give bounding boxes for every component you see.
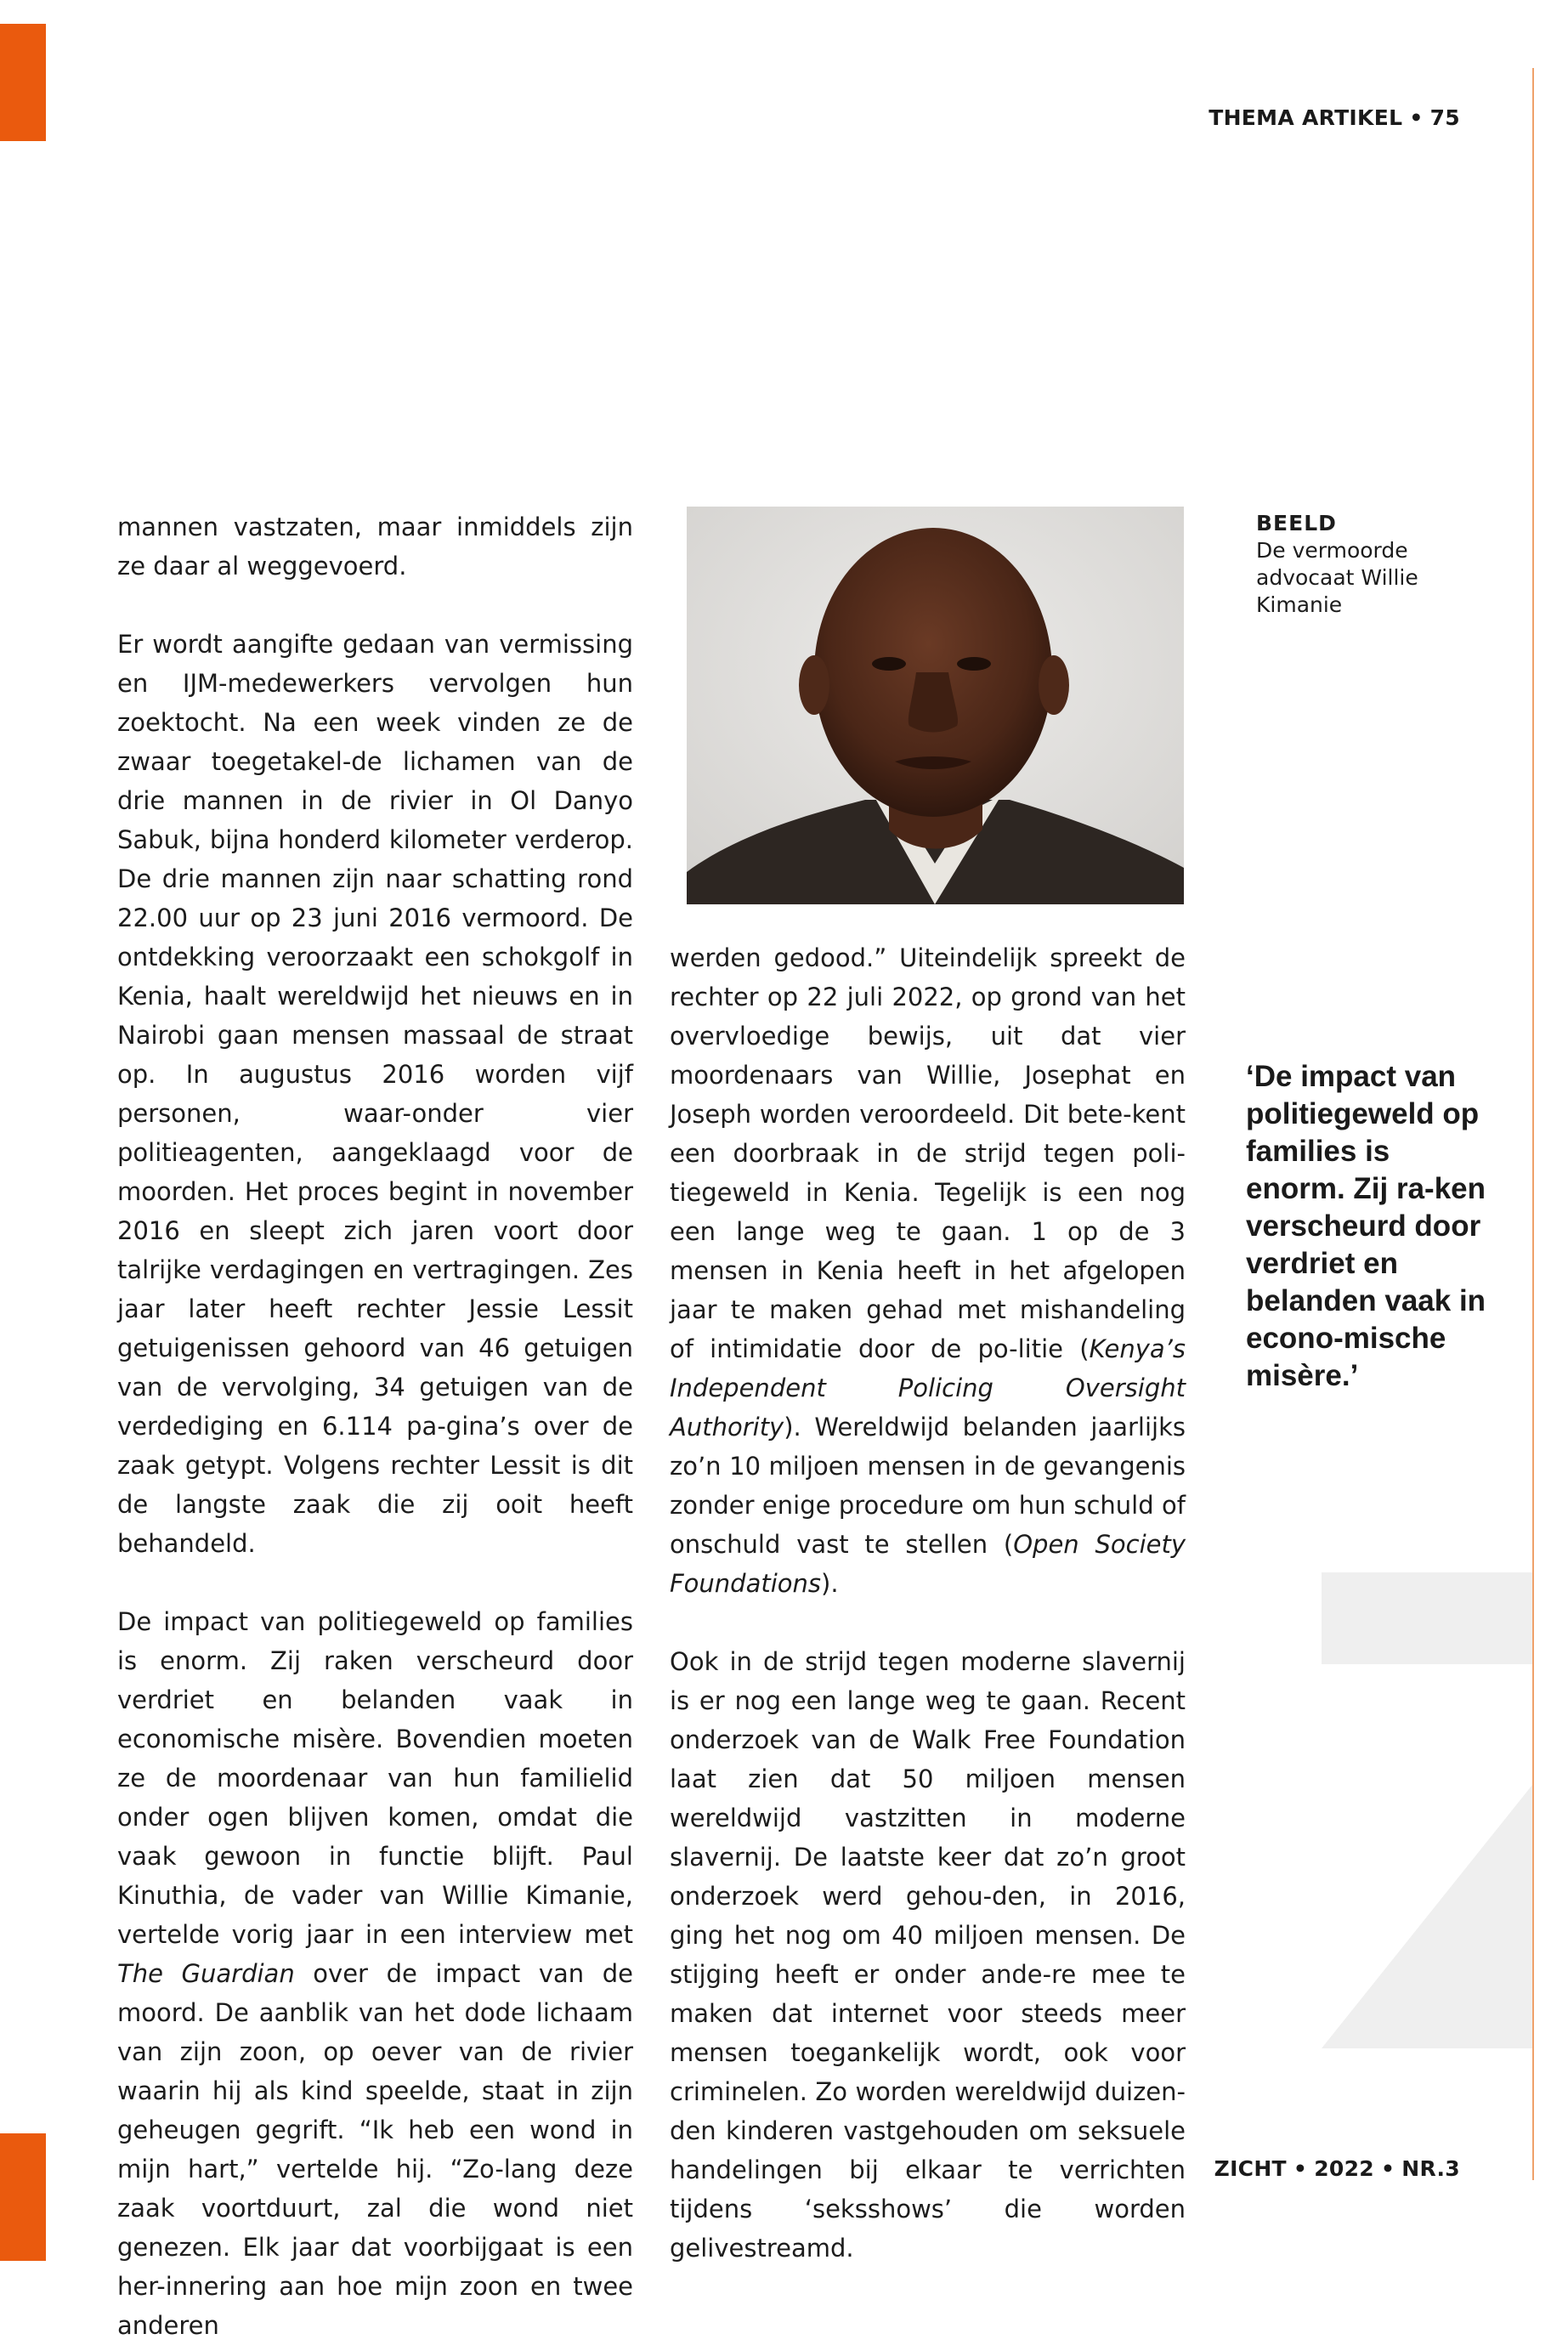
paragraph-text: De impact van politiegeweld op families is enorm. Zij raken verscheurd door verdriet en belanden vaak in economische misère. Bovendien moeten ze de moordenaar van hun familielid onder ogen blijven komen, omdat die vaak gewoon in functie blijft. Paul Kinuthia, de vader van Willie Kimanie, vertelde vorig jaar in een interview met bbox=[117, 1607, 633, 1949]
paragraph: Ook in de strijd tegen moderne slavernij is er nog een lange weg te gaan. Recent onderzoek van de Walk Free Foundation laat zien dat 50 miljoen mensen wereldwijd vastzitten in moderne slavernij. De laatste keer dat zo’n groot onderzoek werd gehou-den, in 2016, ging het nog om 40 miljoen mensen. De stijging heeft er onder ande-re mee te maken dat internet voor steeds meer mensen toegankelijk wordt, ook voor criminelen. Zo worden wereldwijd duizen-den kinderen vastgehouden om seksuele handelingen bij elkaar te verrichten tijdens ‘seksshows’ die worden gelivestreamd. bbox=[670, 1647, 1186, 2263]
footer-separator: • bbox=[1380, 2156, 1395, 2181]
issue-year: 2022 bbox=[1314, 2156, 1374, 2181]
decorative-z-shape bbox=[1322, 1572, 1532, 2048]
page-header bbox=[1209, 105, 1460, 130]
page-number: 75 bbox=[1429, 105, 1460, 130]
source-name: Open Society Foundations bbox=[670, 1530, 1186, 1598]
paragraph: mannen vastzaten, maar inmiddels zijn ze daar al weggevoerd. bbox=[117, 513, 633, 581]
paragraph-text: over de impact van de moord. De aanblik van het dode lichaam van zijn zoon, op oever van de rivier waarin hij als kind speelde, staat in zijn geheugen gegrift. “Ik heb een wond in mijn hart,” vertelde hij. “Zo-lang deze zaak voortduurt, zal die wond niet genezen. Elk jaar dat voorbijgaat is een her-innering aan hoe mijn zoon en twee anderen bbox=[117, 1959, 633, 2340]
orange-accent-bar-top bbox=[0, 24, 46, 141]
middle-text-column bbox=[670, 938, 1186, 2268]
paragraph-text: ). bbox=[821, 1569, 839, 1598]
pull-quote: ‘De impact van politiegeweld op families is enorm. Zij ra-ken verscheurd door verdriet en belanden vaak in econo-mische misère.’ bbox=[1246, 1060, 1486, 1392]
magazine-name: ZICHT bbox=[1214, 2156, 1287, 2181]
publication-name: The Guardian bbox=[117, 1959, 295, 1988]
section-title: THEMA ARTIKEL bbox=[1209, 105, 1403, 130]
portrait-photo bbox=[687, 507, 1184, 904]
paragraph bbox=[117, 1602, 633, 2345]
source-name: Kenya’s Independent Policing Oversight Authority bbox=[670, 1334, 1186, 1442]
paragraph: Er wordt aangifte gedaan van vermissing en IJM-medewerkers vervolgen hun zoektocht. Na een week vinden ze de zwaar toegetakel-de lichamen van de drie mannen in de rivier in Ol Danyo Sabuk, bijna honderd kilometer verderop. De drie mannen zijn naar schatting rond 22.00 uur op 23 juni 2016 vermoord. De ontdekking veroorzaakt een schokgolf in Kenia, haalt wereldwijd het nieuws en in Nairobi gaan mensen massaal de straat op. In augustus 2016 worden vijf personen, waar-onder vier politieagenten, aangeklaagd voor de moorden. Het proces begint in november 2016 en sleept zich jaren voort door talrijke verdagingen en vertragingen. Zes jaar later heeft rechter Jessie Lessit getuigenissen gehoord van 46 getuigen van de vervolging, 34 getuigen van de verdediging en 6.114 pa-gina’s over de zaak getypt. Volgens rechter Lessit is dit de langste zaak die zij ooit heeft behandeld. bbox=[117, 630, 633, 1558]
orange-accent-bar-bottom bbox=[0, 2133, 46, 2261]
caption-label: BEELD bbox=[1256, 511, 1337, 535]
paragraph bbox=[670, 938, 1186, 1603]
footer-separator: • bbox=[1293, 2156, 1308, 2181]
header-separator: • bbox=[1409, 105, 1424, 130]
left-text-column bbox=[117, 507, 633, 2345]
paragraph-text: ). Wereldwijd belanden jaarlijks zo’n 10 miljoen mensen in de gevangenis zonder enige procedure om hun schuld of onschuld vast te stellen ( bbox=[670, 1413, 1186, 1559]
photo-caption bbox=[1256, 510, 1477, 619]
caption-text: De vermoorde advocaat Willie Kimanie bbox=[1256, 538, 1418, 617]
issue-number: NR.3 bbox=[1401, 2156, 1460, 2181]
page-footer bbox=[1214, 2156, 1460, 2181]
paragraph-text: werden gedood.” Uiteindelijk spreekt de rechter op 22 juli 2022, op grond van het overvloedige bewijs, uit dat vier moordenaars van Willie, Josephat en Joseph worden veroordeeld. Dit bete-kent een doorbraak in de strijd tegen poli-tiegeweld in Kenia. Tegelijk is een nog een lange weg te gaan. 1 op de 3 mensen in Kenia heeft in het afgelopen jaar te maken gehad met mishandeling of intimidatie door de po-litie ( bbox=[670, 943, 1186, 1363]
vertical-rule bbox=[1532, 68, 1534, 2180]
